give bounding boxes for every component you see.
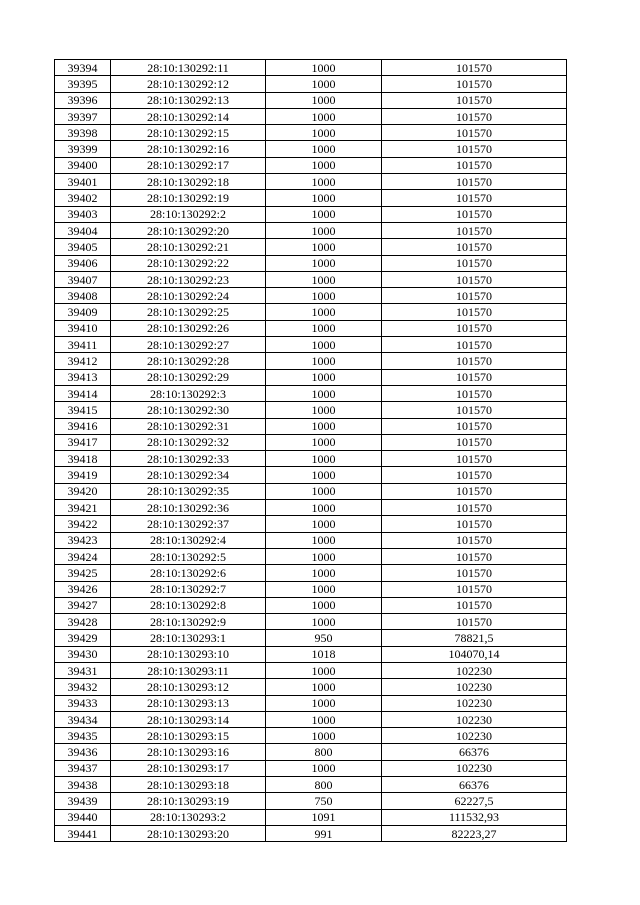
row-number-cell: 39430: [55, 646, 111, 662]
row-number-cell: 39422: [55, 516, 111, 532]
value-cell: 101570: [382, 385, 567, 401]
area-cell: 1000: [266, 711, 382, 727]
table-row: [55, 125, 567, 141]
cadastral-number-cell: 28:10:130292:29: [111, 369, 266, 385]
cadastral-number-cell: 28:10:130292:15: [111, 125, 266, 141]
row-number-cell: 39435: [55, 728, 111, 744]
value-cell: 101570: [382, 255, 567, 271]
table-row: [55, 337, 567, 353]
cadastral-number-cell: 28:10:130292:33: [111, 451, 266, 467]
row-number-cell: 39405: [55, 239, 111, 255]
row-number-cell: 39440: [55, 809, 111, 825]
value-cell: 101570: [382, 516, 567, 532]
value-cell: 101570: [382, 125, 567, 141]
value-cell: 101570: [382, 157, 567, 173]
value-cell: 101570: [382, 402, 567, 418]
value-cell: 101570: [382, 451, 567, 467]
table-row: [55, 92, 567, 108]
table-row: [55, 679, 567, 695]
area-cell: 1000: [266, 369, 382, 385]
row-number-cell: 39437: [55, 760, 111, 776]
cadastral-number-cell: 28:10:130292:3: [111, 385, 266, 401]
row-number-cell: 39421: [55, 500, 111, 516]
row-number-cell: 39425: [55, 565, 111, 581]
area-cell: 1018: [266, 646, 382, 662]
row-number-cell: 39412: [55, 353, 111, 369]
table-row: [55, 108, 567, 124]
value-cell: 102230: [382, 679, 567, 695]
area-cell: 1000: [266, 728, 382, 744]
value-cell: 101570: [382, 108, 567, 124]
area-cell: 1000: [266, 516, 382, 532]
row-number-cell: 39404: [55, 222, 111, 238]
area-cell: 1000: [266, 125, 382, 141]
cadastral-number-cell: 28:10:130292:35: [111, 483, 266, 499]
row-number-cell: 39424: [55, 548, 111, 564]
area-cell: 1000: [266, 271, 382, 287]
table-row: [55, 532, 567, 548]
value-cell: 101570: [382, 174, 567, 190]
row-number-cell: 39394: [55, 60, 111, 76]
area-cell: 1000: [266, 695, 382, 711]
area-cell: 1000: [266, 174, 382, 190]
row-number-cell: 39415: [55, 402, 111, 418]
table-row: [55, 565, 567, 581]
cadastral-number-cell: 28:10:130293:10: [111, 646, 266, 662]
table-row: [55, 288, 567, 304]
value-cell: 101570: [382, 76, 567, 92]
cadastral-number-cell: 28:10:130293:2: [111, 809, 266, 825]
cadastral-number-cell: 28:10:130292:13: [111, 92, 266, 108]
row-number-cell: 39401: [55, 174, 111, 190]
value-cell: 82223,27: [382, 825, 567, 841]
table-row: [55, 402, 567, 418]
area-cell: 1000: [266, 483, 382, 499]
value-cell: 78821,5: [382, 630, 567, 646]
area-cell: 1000: [266, 76, 382, 92]
area-cell: 1000: [266, 581, 382, 597]
table-row: [55, 60, 567, 76]
row-number-cell: 39407: [55, 271, 111, 287]
area-cell: 1000: [266, 239, 382, 255]
area-cell: 1000: [266, 206, 382, 222]
cadastral-number-cell: 28:10:130292:11: [111, 60, 266, 76]
area-cell: 1000: [266, 60, 382, 76]
area-cell: 1000: [266, 320, 382, 336]
area-cell: 1000: [266, 532, 382, 548]
value-cell: 101570: [382, 418, 567, 434]
cadastral-number-cell: 28:10:130292:2: [111, 206, 266, 222]
row-number-cell: 39439: [55, 793, 111, 809]
row-number-cell: 39441: [55, 825, 111, 841]
value-cell: 111532,93: [382, 809, 567, 825]
table-row: [55, 614, 567, 630]
value-cell: 101570: [382, 353, 567, 369]
row-number-cell: 39399: [55, 141, 111, 157]
table-row: [55, 581, 567, 597]
value-cell: 101570: [382, 500, 567, 516]
area-cell: 800: [266, 744, 382, 760]
cadastral-number-cell: 28:10:130292:16: [111, 141, 266, 157]
row-number-cell: 39438: [55, 777, 111, 793]
table-row: [55, 483, 567, 499]
row-number-cell: 39433: [55, 695, 111, 711]
row-number-cell: 39417: [55, 434, 111, 450]
area-cell: 1000: [266, 141, 382, 157]
row-number-cell: 39396: [55, 92, 111, 108]
value-cell: 101570: [382, 434, 567, 450]
cadastral-number-cell: 28:10:130292:26: [111, 320, 266, 336]
row-number-cell: 39429: [55, 630, 111, 646]
cadastral-number-cell: 28:10:130292:8: [111, 597, 266, 613]
value-cell: 101570: [382, 565, 567, 581]
area-cell: 1000: [266, 500, 382, 516]
table-row: [55, 548, 567, 564]
row-number-cell: 39413: [55, 369, 111, 385]
area-cell: 1000: [266, 548, 382, 564]
value-cell: 101570: [382, 337, 567, 353]
table-row: [55, 744, 567, 760]
value-cell: 101570: [382, 271, 567, 287]
row-number-cell: 39436: [55, 744, 111, 760]
value-cell: 101570: [382, 532, 567, 548]
table-row: [55, 190, 567, 206]
area-cell: 750: [266, 793, 382, 809]
value-cell: 102230: [382, 760, 567, 776]
area-cell: 1000: [266, 451, 382, 467]
value-cell: 102230: [382, 662, 567, 678]
cadastral-number-cell: 28:10:130292:25: [111, 304, 266, 320]
row-number-cell: 39400: [55, 157, 111, 173]
table-row: [55, 206, 567, 222]
cadastral-number-cell: 28:10:130293:16: [111, 744, 266, 760]
cadastral-number-cell: 28:10:130292:37: [111, 516, 266, 532]
cadastral-number-cell: 28:10:130292:19: [111, 190, 266, 206]
cadastral-number-cell: 28:10:130293:18: [111, 777, 266, 793]
table-row: [55, 728, 567, 744]
row-number-cell: 39398: [55, 125, 111, 141]
area-cell: 1000: [266, 337, 382, 353]
cadastral-number-cell: 28:10:130293:13: [111, 695, 266, 711]
table-row: [55, 451, 567, 467]
cadastral-number-cell: 28:10:130293:19: [111, 793, 266, 809]
table-row: [55, 239, 567, 255]
table-row: [55, 369, 567, 385]
cadastral-number-cell: 28:10:130292:14: [111, 108, 266, 124]
value-cell: 101570: [382, 141, 567, 157]
cadastral-number-cell: 28:10:130292:20: [111, 222, 266, 238]
table-row: [55, 222, 567, 238]
area-cell: 1000: [266, 353, 382, 369]
area-cell: 1000: [266, 304, 382, 320]
table-row: [55, 255, 567, 271]
cadastral-number-cell: 28:10:130292:17: [111, 157, 266, 173]
value-cell: 101570: [382, 222, 567, 238]
value-cell: 101570: [382, 288, 567, 304]
cadastral-number-cell: 28:10:130292:6: [111, 565, 266, 581]
table-row: [55, 777, 567, 793]
table-body: [55, 60, 567, 842]
table-row: [55, 646, 567, 662]
area-cell: 950: [266, 630, 382, 646]
table-row: [55, 516, 567, 532]
table-row: [55, 695, 567, 711]
area-cell: 1000: [266, 760, 382, 776]
table-row: [55, 353, 567, 369]
area-cell: 1000: [266, 255, 382, 271]
cadastral-number-cell: 28:10:130292:30: [111, 402, 266, 418]
table-row: [55, 418, 567, 434]
area-cell: 1000: [266, 418, 382, 434]
row-number-cell: 39397: [55, 108, 111, 124]
cadastral-number-cell: 28:10:130292:36: [111, 500, 266, 516]
row-number-cell: 39419: [55, 467, 111, 483]
table-row: [55, 271, 567, 287]
table-row: [55, 793, 567, 809]
table-row: [55, 597, 567, 613]
value-cell: 101570: [382, 206, 567, 222]
area-cell: 1000: [266, 679, 382, 695]
area-cell: 1000: [266, 662, 382, 678]
area-cell: 1000: [266, 222, 382, 238]
value-cell: 101570: [382, 320, 567, 336]
value-cell: 101570: [382, 597, 567, 613]
area-cell: 1000: [266, 467, 382, 483]
value-cell: 101570: [382, 467, 567, 483]
row-number-cell: 39427: [55, 597, 111, 613]
cadastral-number-cell: 28:10:130292:12: [111, 76, 266, 92]
table-row: [55, 825, 567, 841]
cadastral-number-cell: 28:10:130293:17: [111, 760, 266, 776]
value-cell: 101570: [382, 60, 567, 76]
table-row: [55, 174, 567, 190]
row-number-cell: 39428: [55, 614, 111, 630]
table-row: [55, 434, 567, 450]
value-cell: 101570: [382, 483, 567, 499]
row-number-cell: 39423: [55, 532, 111, 548]
value-cell: 102230: [382, 728, 567, 744]
row-number-cell: 39432: [55, 679, 111, 695]
row-number-cell: 39426: [55, 581, 111, 597]
cadastral-number-cell: 28:10:130292:34: [111, 467, 266, 483]
row-number-cell: 39411: [55, 337, 111, 353]
cadastral-number-cell: 28:10:130292:4: [111, 532, 266, 548]
area-cell: 1000: [266, 565, 382, 581]
area-cell: 1000: [266, 288, 382, 304]
value-cell: 102230: [382, 711, 567, 727]
cadastral-number-cell: 28:10:130292:9: [111, 614, 266, 630]
table-row: [55, 304, 567, 320]
area-cell: 1000: [266, 614, 382, 630]
row-number-cell: 39409: [55, 304, 111, 320]
value-cell: 101570: [382, 548, 567, 564]
table-row: [55, 320, 567, 336]
cadastral-number-cell: 28:10:130292:31: [111, 418, 266, 434]
row-number-cell: 39402: [55, 190, 111, 206]
area-cell: 1091: [266, 809, 382, 825]
cadastral-number-cell: 28:10:130293:12: [111, 679, 266, 695]
area-cell: 1000: [266, 92, 382, 108]
value-cell: 66376: [382, 744, 567, 760]
value-cell: 62227,5: [382, 793, 567, 809]
area-cell: 1000: [266, 434, 382, 450]
cadastral-value-table: [54, 59, 567, 842]
row-number-cell: 39418: [55, 451, 111, 467]
cadastral-number-cell: 28:10:130292:24: [111, 288, 266, 304]
area-cell: 1000: [266, 385, 382, 401]
cadastral-number-cell: 28:10:130293:11: [111, 662, 266, 678]
area-cell: 1000: [266, 108, 382, 124]
value-cell: 101570: [382, 614, 567, 630]
cadastral-number-cell: 28:10:130292:28: [111, 353, 266, 369]
table-row: [55, 467, 567, 483]
table-row: [55, 500, 567, 516]
row-number-cell: 39403: [55, 206, 111, 222]
cadastral-number-cell: 28:10:130292:5: [111, 548, 266, 564]
area-cell: 991: [266, 825, 382, 841]
cadastral-number-cell: 28:10:130292:18: [111, 174, 266, 190]
value-cell: 104070,14: [382, 646, 567, 662]
row-number-cell: 39434: [55, 711, 111, 727]
cadastral-number-cell: 28:10:130292:27: [111, 337, 266, 353]
row-number-cell: 39408: [55, 288, 111, 304]
table-row: [55, 662, 567, 678]
area-cell: 1000: [266, 157, 382, 173]
row-number-cell: 39406: [55, 255, 111, 271]
area-cell: 1000: [266, 190, 382, 206]
row-number-cell: 39416: [55, 418, 111, 434]
row-number-cell: 39414: [55, 385, 111, 401]
row-number-cell: 39395: [55, 76, 111, 92]
cadastral-number-cell: 28:10:130293:14: [111, 711, 266, 727]
table-row: [55, 385, 567, 401]
table-row: [55, 157, 567, 173]
cadastral-number-cell: 28:10:130292:32: [111, 434, 266, 450]
row-number-cell: 39420: [55, 483, 111, 499]
table-row: [55, 141, 567, 157]
cadastral-number-cell: 28:10:130292:7: [111, 581, 266, 597]
value-cell: 66376: [382, 777, 567, 793]
cadastral-number-cell: 28:10:130293:15: [111, 728, 266, 744]
area-cell: 1000: [266, 402, 382, 418]
cadastral-number-cell: 28:10:130293:1: [111, 630, 266, 646]
area-cell: 1000: [266, 597, 382, 613]
value-cell: 101570: [382, 190, 567, 206]
cadastral-number-cell: 28:10:130292:23: [111, 271, 266, 287]
value-cell: 101570: [382, 239, 567, 255]
table-row: [55, 630, 567, 646]
table-row: [55, 711, 567, 727]
table-row: [55, 76, 567, 92]
row-number-cell: 39410: [55, 320, 111, 336]
cadastral-number-cell: 28:10:130293:20: [111, 825, 266, 841]
value-cell: 101570: [382, 92, 567, 108]
area-cell: 800: [266, 777, 382, 793]
cadastral-number-cell: 28:10:130292:22: [111, 255, 266, 271]
value-cell: 101570: [382, 369, 567, 385]
value-cell: 101570: [382, 304, 567, 320]
cadastral-number-cell: 28:10:130292:21: [111, 239, 266, 255]
table-row: [55, 760, 567, 776]
row-number-cell: 39431: [55, 662, 111, 678]
table-row: [55, 809, 567, 825]
value-cell: 101570: [382, 581, 567, 597]
value-cell: 102230: [382, 695, 567, 711]
